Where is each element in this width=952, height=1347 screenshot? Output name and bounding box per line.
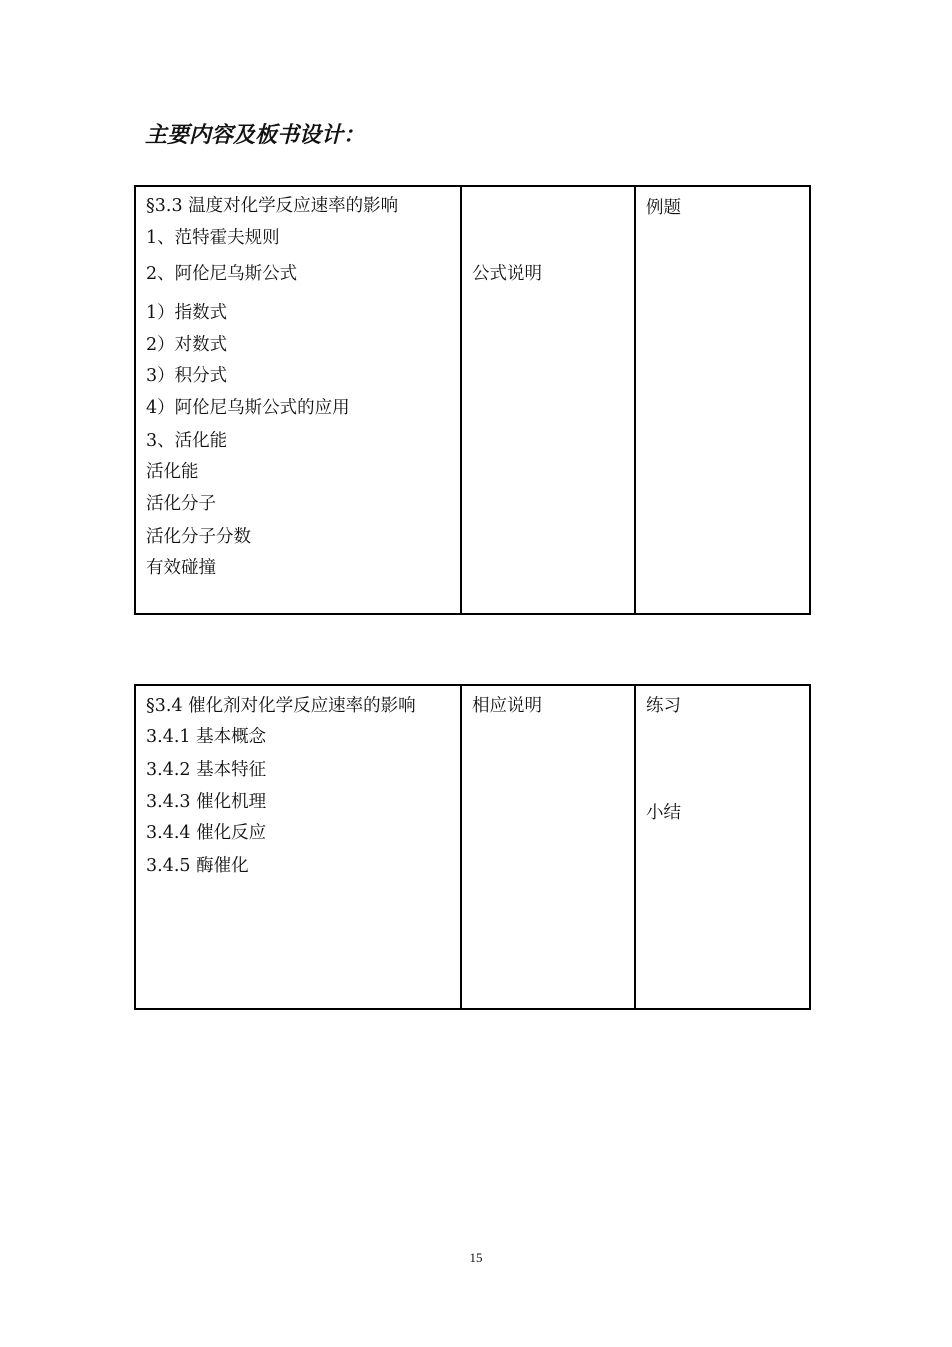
outline-line: 3）积分式: [146, 366, 228, 386]
exercise-column: [635, 685, 810, 1009]
outline-line: 3.4.4 催化反应: [146, 823, 267, 843]
outline-line: 1、范特霍夫规则: [146, 228, 280, 248]
outline-line: 活化分子分数: [146, 527, 251, 547]
explanation-column: [461, 186, 635, 614]
outline-line: 3.4.5 酶催化: [146, 856, 249, 876]
outline-line: 2、阿伦尼乌斯公式: [146, 264, 298, 284]
explanation-column: [461, 685, 635, 1009]
outline-line: 有效碰撞: [146, 558, 216, 578]
outline-line: 1）指数式: [146, 303, 228, 323]
summary-label: 小结: [646, 803, 681, 823]
board-table-temperature: [134, 185, 811, 615]
corresponding-note: 相应说明: [472, 696, 542, 716]
formula-note: 公式说明: [472, 264, 542, 284]
outline-line: 活化分子: [146, 494, 216, 514]
board-table-catalyst: [134, 684, 811, 1010]
example-column: [635, 186, 810, 614]
outline-line: 2）对数式: [146, 335, 228, 355]
page-number: 15: [469, 1250, 483, 1265]
outline-line: 3.4.1 基本概念: [146, 727, 267, 747]
content-column: [135, 186, 461, 614]
example-label: 例题: [646, 198, 681, 218]
content-column: [135, 685, 461, 1009]
outline-line: 3.4.2 基本特征: [146, 760, 267, 780]
section-title: §3.3 温度对化学反应速率的影响: [146, 196, 399, 216]
page-heading: 主要内容及板书设计：: [145, 122, 366, 148]
outline-line: 4）阿伦尼乌斯公式的应用: [146, 398, 350, 418]
section-title: §3.4 催化剂对化学反应速率的影响: [146, 696, 416, 716]
exercise-label: 练习: [646, 696, 681, 716]
outline-line: 3、活化能: [146, 431, 228, 451]
outline-line: 3.4.3 催化机理: [146, 792, 267, 812]
outline-line: 活化能: [146, 462, 199, 482]
